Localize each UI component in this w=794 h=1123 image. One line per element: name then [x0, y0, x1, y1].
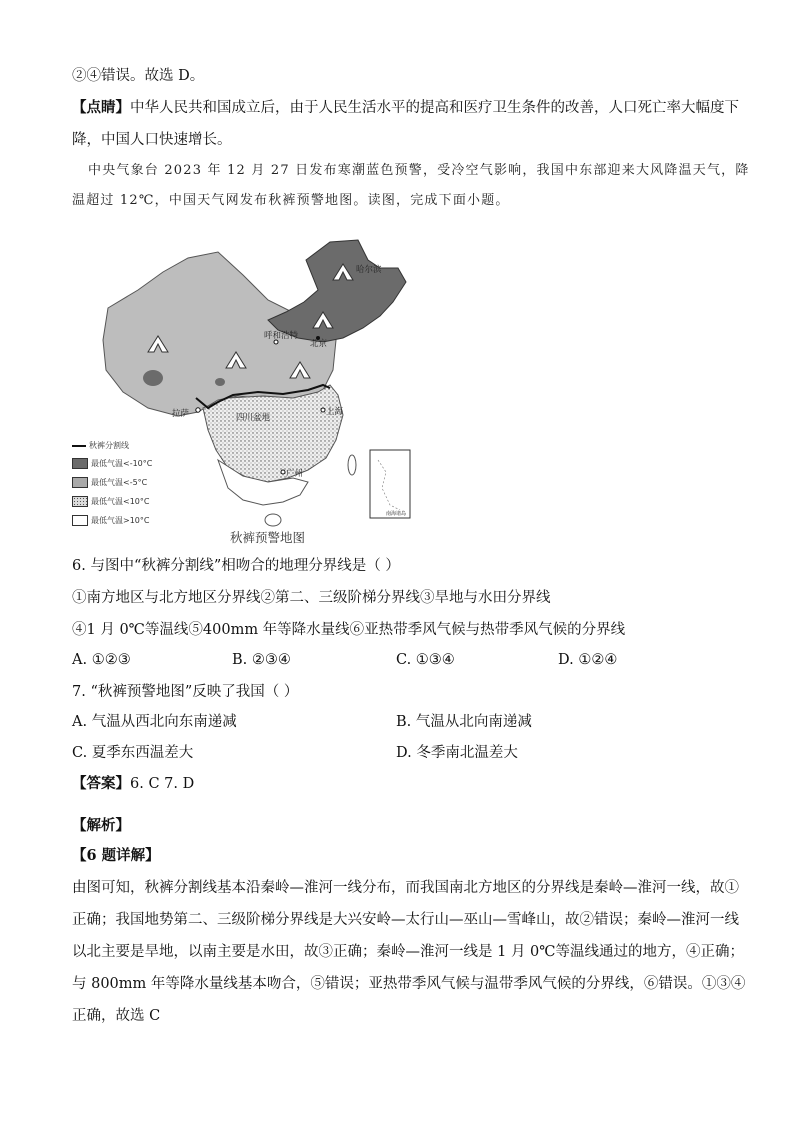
label-harbin: 哈尔滨	[356, 265, 382, 275]
legend-dividing-line: 秋裤分割线	[72, 441, 129, 451]
detail-line: 以北主要是旱地，以南主要是水田，故③正确；秦岭—淮河一线是 1 月 0℃等温线通过的地方，④正确；	[72, 944, 744, 960]
q6-option-a[interactable]: A. ①②③	[72, 652, 131, 668]
detail-title: 【6 题详解】	[72, 847, 160, 864]
q7-option-d[interactable]: D. 冬季南北温差大	[396, 745, 518, 761]
taiwan-island	[348, 455, 356, 475]
dianjing-line2: 降，中国人口快速增长。	[72, 132, 232, 148]
answer-text: 6. C 7. D	[130, 776, 195, 792]
legend-above-10: 最低气温>10°C	[72, 515, 149, 526]
q6-option-c[interactable]: C. ①③④	[396, 652, 455, 668]
label-guangzhou: 广州	[286, 469, 304, 479]
legend-below-minus5: 最低气温<-5°C	[72, 477, 147, 488]
q7-option-b[interactable]: B. 气温从北向南递减	[396, 714, 532, 730]
q6-option-b[interactable]: B. ②③④	[232, 652, 291, 668]
legend-below-minus10: 最低气温<-10°C	[72, 458, 152, 469]
answer-tag: 【答案】	[72, 775, 130, 792]
detail-line: 由图可知，秋裤分割线基本沿秦岭—淮河一线分布，而我国南北方地区的分界线是秦岭—淮河一线，故①	[72, 880, 739, 896]
q7-option-c[interactable]: C. 夏季东西温差大	[72, 745, 194, 761]
dianjing-paragraph	[72, 92, 739, 124]
label-nanhai: 南海诸岛	[386, 511, 407, 517]
q6-stem: 6. 与图中“秋裤分割线”相吻合的地理分界线是（ ）	[72, 558, 400, 574]
answer-line	[72, 768, 722, 800]
dark-region-northeast	[268, 240, 406, 342]
label-beijing: 北京	[310, 339, 328, 349]
label-hohhot: 呼和浩特	[264, 331, 299, 341]
q6-option-d[interactable]: D. ①②④	[558, 652, 618, 668]
detail-line: 正确，故选 C	[72, 1008, 161, 1024]
detail-line: 正确；我国地势第二、三级阶梯分界线是大兴安岭—太行山—巫山—雪峰山，故②错误；秦岭—淮河一线	[72, 912, 739, 928]
q6-statements-line1: ①南方地区与北方地区分界线②第二、三级阶梯分界线③旱地与水田分界线	[72, 590, 551, 606]
south-sea-inset	[370, 450, 410, 518]
intro-line2: 温超过 12℃，中国天气网发布秋裤预警地图。读图，完成下面小题。	[72, 193, 510, 208]
hainan-island	[265, 514, 281, 526]
detail-line: 与 800mm 年等降水量线基本吻合，⑤错误；亚热带季风气候与温带季风气候的分界线，⑥错误。①③④	[72, 976, 746, 992]
label-shanghai: 上海	[326, 407, 344, 417]
dianjing-line1: 中华人民共和国成立后，由于人民生活水平的提高和医疗卫生条件的改善，人口死亡率大幅度下	[130, 100, 739, 116]
intro-line1: 中央气象台 2023 年 12 月 27 日发布寒潮蓝色预警，受冷空气影响，我国中东部迎来大风降温天气，降	[88, 163, 750, 178]
legend-below-10: 最低气温<10°C	[72, 496, 149, 507]
q7-stem: 7. “秋裤预警地图”反映了我国（ ）	[72, 684, 299, 700]
label-lhasa: 拉萨	[172, 409, 190, 419]
q7-option-a[interactable]: A. 气温从西北向东南递减	[72, 714, 237, 730]
q6-statements-line2: ④1 月 0℃等温线⑤400mm 年等降水量线⑥亚热带季风气候与热带季风气候的分界线	[72, 622, 626, 638]
legend-line-swatch	[72, 445, 86, 447]
previous-answer-line: ②④错误。故选 D。	[72, 68, 205, 84]
jiexi-heading: 【解析】	[72, 817, 130, 834]
label-sichuan: 四川盆地	[236, 413, 271, 423]
map-caption: 秋裤预警地图	[230, 530, 306, 545]
dianjing-tag: 【点睛】	[72, 99, 130, 116]
